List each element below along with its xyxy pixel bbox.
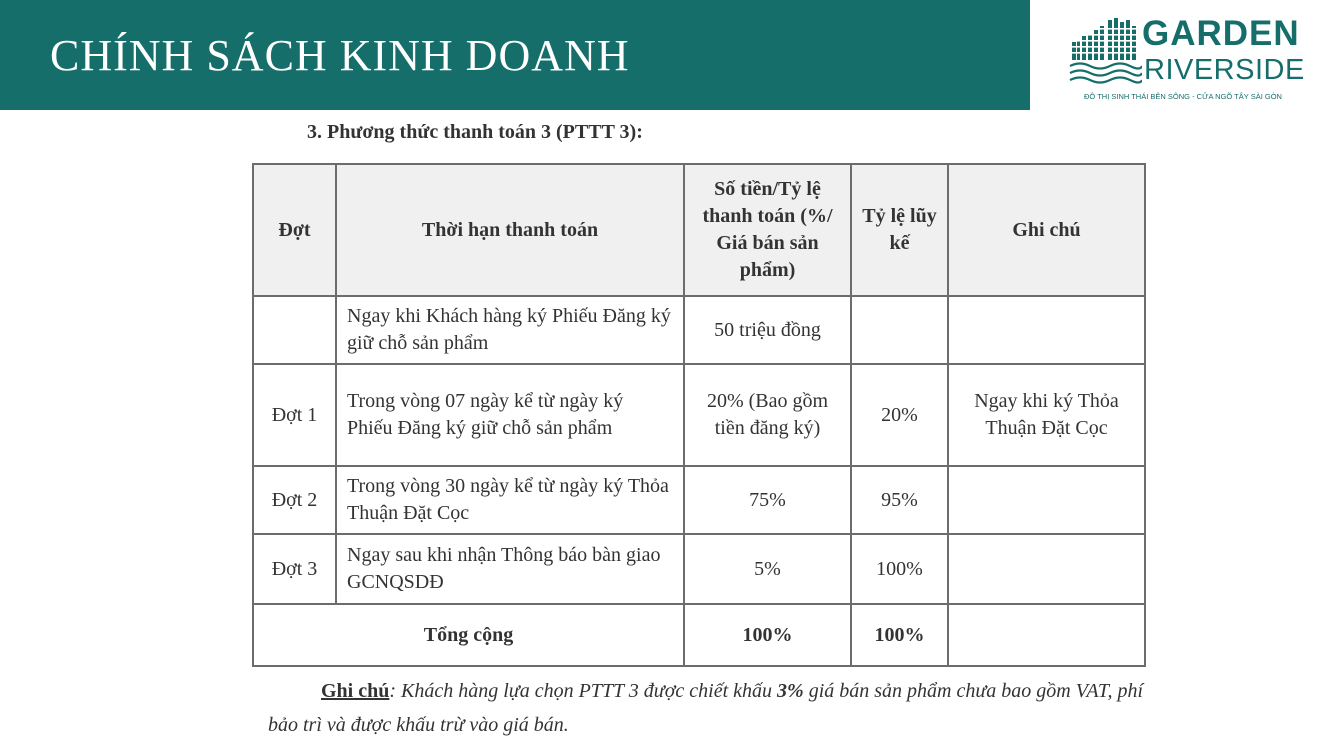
footnote-label: Ghi chú — [321, 680, 390, 702]
table-total-row — [253, 604, 1145, 666]
cell-so-tien: 75% — [684, 466, 851, 534]
cell-thoi-han: Trong vòng 07 ngày kể từ ngày ký Phiếu Đăng ký giữ chỗ sản phẩm — [336, 364, 684, 466]
cell-total-label: Tổng cộng — [253, 604, 684, 666]
header-ty-le-luy-ke: Tỷ lệ lũy kế — [851, 164, 948, 296]
logo-word-riverside: RIVERSIDE — [1144, 54, 1305, 86]
table-row — [253, 296, 1145, 364]
cell-dot: Đợt 3 — [253, 534, 336, 604]
logo-tagline: ĐÔ THỊ SINH THÁI BÊN SÔNG - CỬA NGÕ TÂY SÀI GÒN — [1084, 92, 1282, 101]
footnote-text-after: giá bán sản phẩm chưa bao gồm VAT, phí bảo trì và được khấu trừ vào giá bán. — [268, 680, 1144, 736]
table-row — [253, 466, 1145, 534]
header-dot: Đợt — [253, 164, 336, 296]
cell-thoi-han: Ngay sau khi nhận Thông báo bàn giao GCNQSDĐ — [336, 534, 684, 604]
cell-ghi-chu — [948, 534, 1145, 604]
cell-ghi-chu — [948, 466, 1145, 534]
cell-thoi-han: Ngay khi Khách hàng ký Phiếu Đăng ký giữ chỗ sản phẩm — [336, 296, 684, 364]
cell-luy-ke — [851, 296, 948, 364]
table-row — [253, 534, 1145, 604]
footnote-highlight: 3% — [777, 680, 804, 702]
cell-luy-ke: 20% — [851, 364, 948, 466]
header-band — [0, 0, 1030, 110]
brand-logo — [1068, 14, 1305, 104]
cell-luy-ke: 100% — [851, 534, 948, 604]
header-thoi-han: Thời hạn thanh toán — [336, 164, 684, 296]
cell-so-tien: 20% (Bao gồm tiền đăng ký) — [684, 364, 851, 466]
cell-ghi-chu: Ngay khi ký Thỏa Thuận Đặt Cọc — [948, 364, 1145, 466]
table-row — [253, 364, 1145, 466]
cell-total-ghi-chu — [948, 604, 1145, 666]
cell-total-so-tien: 100% — [684, 604, 851, 666]
cell-so-tien: 5% — [684, 534, 851, 604]
cell-dot: Đợt 2 — [253, 466, 336, 534]
logo-word-garden: GARDEN — [1142, 14, 1300, 53]
cell-thoi-han: Trong vòng 30 ngày kể từ ngày ký Thỏa Thuận Đặt Cọc — [336, 466, 684, 534]
cell-dot: Đợt 1 — [253, 364, 336, 466]
header-ghi-chu: Ghi chú — [948, 164, 1145, 296]
table-header-row — [253, 164, 1145, 296]
cell-luy-ke: 95% — [851, 466, 948, 534]
payment-schedule-table — [252, 163, 1146, 667]
section-heading: 3. Phương thức thanh toán 3 (PTTT 3): — [307, 121, 643, 143]
cell-so-tien: 50 triệu đồng — [684, 296, 851, 364]
page-title: CHÍNH SÁCH KINH DOANH — [50, 31, 630, 80]
cell-ghi-chu — [948, 296, 1145, 364]
building-waves-icon — [1068, 16, 1142, 90]
footnote-text-before: : Khách hàng lựa chọn PTTT 3 được chiết khấu — [389, 680, 778, 702]
cell-total-luy-ke: 100% — [851, 604, 948, 666]
footnote — [268, 674, 1168, 742]
cell-dot — [253, 296, 336, 364]
header-so-tien: Số tiền/Tỷ lệ thanh toán (%/ Giá bán sản phẩm) — [684, 164, 851, 296]
